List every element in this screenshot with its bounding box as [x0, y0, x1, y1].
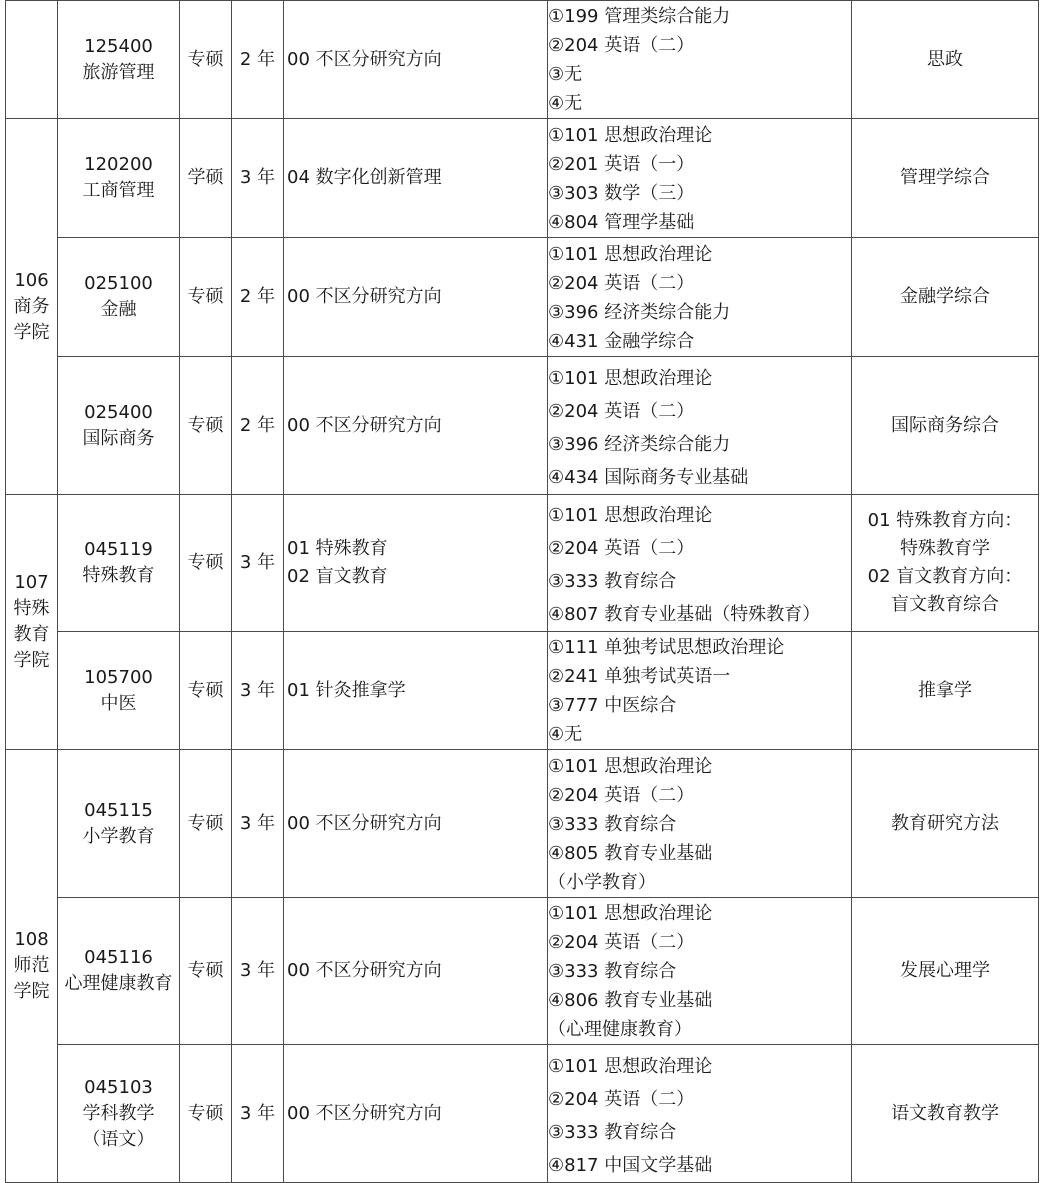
table-row: [6, 750, 1039, 898]
exam-subject: ③303 数学（三）: [548, 183, 695, 204]
degree-type-cell: [180, 357, 232, 495]
degree-type: 专硕: [187, 1102, 224, 1124]
college-name: 108: [14, 929, 49, 950]
college-name: 学院: [13, 321, 50, 343]
retest-subject: 02 盲文教育方向：: [867, 566, 1023, 587]
exam-subject: ②204 英语（二）: [548, 35, 695, 56]
research-direction-cell: [284, 495, 548, 632]
retest-subject: 金融学综合: [900, 286, 990, 307]
table-row: [6, 238, 1039, 357]
degree-type-cell: [180, 495, 232, 632]
retest-subject: 管理学综合: [900, 167, 990, 188]
exam-subject: ③396 经济类综合能力: [548, 434, 731, 455]
study-years: 2 年: [239, 48, 276, 70]
degree-type: 专硕: [187, 960, 224, 981]
exam-subject: ②204 英语（二）: [548, 932, 695, 953]
program-code-name: 105700: [84, 666, 153, 688]
degree-type: 专硕: [187, 48, 224, 70]
degree-type: 专硕: [187, 679, 224, 701]
program-code-name: 心理健康教育: [64, 973, 173, 994]
exam-subject: ②241 单独考试英语一: [548, 666, 731, 687]
program-cell: [58, 495, 180, 632]
retest-subject-cell: [852, 119, 1039, 238]
exam-subject: ④无: [548, 724, 583, 745]
exam-subjects-cell: [548, 357, 852, 495]
degree-type: 专硕: [187, 286, 224, 307]
research-direction-cell: [284, 1045, 548, 1183]
program-code-name: 025400: [84, 401, 153, 423]
program-cell: [58, 898, 180, 1045]
study-years-cell: [232, 238, 284, 357]
program-code-name: 特殊教育: [82, 565, 155, 586]
admissions-table-body: [6, 1, 1039, 1183]
retest-subject: 推拿学: [918, 679, 972, 701]
research-direction: 00 不区分研究方向: [287, 1102, 442, 1124]
research-direction: 00 不区分研究方向: [287, 286, 442, 307]
research-direction-cell: [284, 750, 548, 898]
college-cell: [6, 1, 58, 119]
retest-subject-cell: [852, 1, 1039, 119]
study-years-cell: [232, 357, 284, 495]
retest-subject: 思政: [927, 48, 963, 70]
degree-type-cell: [180, 750, 232, 898]
program-code-name: 中医: [100, 692, 137, 714]
exam-subject: ①101 思想政治理论: [548, 244, 713, 265]
exam-subjects-cell: [548, 898, 852, 1045]
college-name: 学院: [13, 981, 50, 1002]
retest-subject: 发展心理学: [900, 960, 990, 981]
program-code-name: 125400: [84, 35, 153, 57]
retest-subject: 国际商务综合: [891, 414, 999, 436]
exam-subject: ②204 英语（二）: [548, 1089, 695, 1110]
exam-subject: ③396 经济类综合能力: [548, 302, 731, 323]
exam-subject: ④804 管理学基础: [548, 212, 695, 233]
exam-subjects-cell: [548, 750, 852, 898]
program-cell: [58, 119, 180, 238]
exam-subject: ③333 教育综合: [548, 1122, 677, 1143]
retest-subject-cell: [852, 632, 1039, 750]
degree-type-cell: [180, 119, 232, 238]
research-direction: 04 数字化创新管理: [287, 167, 442, 188]
research-direction-cell: [284, 238, 548, 357]
exam-subjects-cell: [548, 1, 852, 119]
study-years: 3 年: [239, 552, 276, 573]
exam-subject: ①101 思想政治理论: [548, 756, 713, 777]
exam-subject: ②204 英语（二）: [548, 538, 695, 559]
research-direction-cell: [284, 357, 548, 495]
study-years: 3 年: [239, 960, 276, 981]
exam-subject: ④806 教育专业基础: [548, 990, 713, 1011]
college-cell: [6, 119, 58, 495]
table-row: [6, 495, 1039, 632]
research-direction: 01 针灸推拿学: [287, 679, 406, 701]
college-name: 107: [14, 572, 49, 593]
program-cell: [58, 238, 180, 357]
exam-subject: ①101 思想政治理论: [548, 368, 713, 389]
study-years-cell: [232, 1, 284, 119]
college-name: 学院: [13, 650, 50, 671]
exam-subject: ④431 金融学综合: [548, 331, 695, 352]
research-direction-cell: [284, 898, 548, 1045]
degree-type: 专硕: [187, 414, 224, 436]
exam-subject: ③777 中医综合: [548, 695, 677, 716]
retest-subject-cell: [852, 1045, 1039, 1183]
retest-subject-cell: [852, 750, 1039, 898]
exam-subjects-cell: [548, 1045, 852, 1183]
study-years: 3 年: [239, 1102, 276, 1124]
research-direction: 02 盲文教育: [287, 566, 388, 587]
college-cell: [6, 495, 58, 750]
study-years-cell: [232, 898, 284, 1045]
admissions-table: [5, 0, 1039, 1183]
research-direction: 00 不区分研究方向: [287, 812, 442, 834]
program-cell: [58, 632, 180, 750]
study-years: 3 年: [239, 167, 276, 188]
table-row: [6, 119, 1039, 238]
degree-type-cell: [180, 238, 232, 357]
table-row: [6, 632, 1039, 750]
exam-subject: ④817 中国文学基础: [548, 1155, 713, 1176]
table-row: [6, 357, 1039, 495]
study-years-cell: [232, 632, 284, 750]
exam-subject: ①101 思想政治理论: [548, 505, 713, 526]
retest-subject: 盲文教育综合: [891, 594, 999, 615]
table-row: [6, 1, 1039, 119]
degree-type: 学硕: [187, 167, 224, 188]
program-cell: [58, 1, 180, 119]
research-direction-cell: [284, 632, 548, 750]
study-years-cell: [232, 1045, 284, 1183]
exam-subject: （小学教育）: [548, 872, 656, 893]
program-cell: [58, 357, 180, 495]
study-years: 3 年: [239, 679, 276, 701]
program-code-name: 045116: [84, 947, 153, 968]
exam-subject: ④434 国际商务专业基础: [548, 467, 749, 488]
exam-subject: ③333 教育综合: [548, 571, 677, 592]
exam-subject: ①111 单独考试思想政治理论: [548, 637, 785, 658]
degree-type-cell: [180, 632, 232, 750]
program-code-name: 025100: [84, 273, 153, 294]
college-name: 106: [14, 269, 49, 291]
program-code-name: 工商管理: [82, 180, 155, 201]
exam-subject: ②204 英语（二）: [548, 273, 695, 294]
exam-subject: ④805 教育专业基础: [548, 843, 713, 864]
exam-subject: ③333 教育综合: [548, 961, 677, 982]
exam-subjects-cell: [548, 632, 852, 750]
retest-subject: 教育研究方法: [891, 812, 999, 834]
degree-type: 专硕: [187, 812, 224, 834]
research-direction-cell: [284, 119, 548, 238]
retest-subject-cell: [852, 238, 1039, 357]
study-years: 3 年: [239, 812, 276, 834]
exam-subject: ③333 教育综合: [548, 814, 677, 835]
program-code-name: 045103: [84, 1076, 153, 1098]
program-code-name: 120200: [84, 154, 153, 175]
degree-type-cell: [180, 898, 232, 1045]
retest-subject: 特殊教育学: [900, 538, 990, 559]
degree-type-cell: [180, 1045, 232, 1183]
table-row: [6, 898, 1039, 1045]
exam-subject: ①101 思想政治理论: [548, 903, 713, 924]
degree-type-cell: [180, 1, 232, 119]
exam-subjects-cell: [548, 495, 852, 632]
program-cell: [58, 1045, 180, 1183]
exam-subject: ①101 思想政治理论: [548, 125, 713, 146]
research-direction-cell: [284, 1, 548, 119]
retest-subject: 01 特殊教育方向：: [867, 510, 1023, 531]
college-name: 师范: [13, 955, 50, 976]
program-code-name: 小学教育: [82, 825, 155, 847]
degree-type: 专硕: [187, 552, 224, 573]
exam-subject: ②204 英语（二）: [548, 401, 695, 422]
admissions-table-wrapper: [5, 0, 1039, 1183]
program-code-name: 045115: [84, 799, 153, 821]
exam-subject: ④807 教育专业基础（特殊教育）: [548, 604, 821, 625]
study-years: 2 年: [239, 414, 276, 436]
program-cell: [58, 750, 180, 898]
exam-subject: （心理健康教育）: [548, 1019, 692, 1040]
college-name: 教育: [13, 624, 50, 645]
research-direction: 00 不区分研究方向: [287, 960, 442, 981]
retest-subject-cell: [852, 357, 1039, 495]
exam-subject: ②204 英语（二）: [548, 785, 695, 806]
retest-subject-cell: [852, 898, 1039, 1045]
research-direction: 00 不区分研究方向: [287, 48, 442, 70]
program-code-name: 学科教学: [82, 1102, 155, 1124]
exam-subject: ③无: [548, 64, 583, 85]
program-code-name: 国际商务: [82, 427, 155, 449]
research-direction: 01 特殊教育: [287, 538, 388, 559]
retest-subject-cell: [852, 495, 1039, 632]
program-code-name: 045119: [84, 539, 153, 560]
college-name: 特殊: [13, 598, 50, 619]
exam-subject: ②201 英语（一）: [548, 154, 695, 175]
exam-subjects-cell: [548, 119, 852, 238]
study-years: 2 年: [239, 286, 276, 307]
exam-subjects-cell: [548, 238, 852, 357]
program-code-name: 金融: [100, 299, 137, 320]
study-years-cell: [232, 750, 284, 898]
college-cell: [6, 750, 58, 1183]
exam-subject: ①199 管理类综合能力: [548, 6, 731, 27]
exam-subject: ④无: [548, 93, 583, 114]
college-name: 商务: [13, 295, 50, 317]
program-code-name: 旅游管理: [82, 61, 155, 83]
program-code-name: （语文）: [82, 1128, 155, 1150]
study-years-cell: [232, 119, 284, 238]
retest-subject: 语文教育教学: [891, 1102, 999, 1124]
study-years-cell: [232, 495, 284, 632]
table-row: [6, 1045, 1039, 1183]
exam-subject: ①101 思想政治理论: [548, 1056, 713, 1077]
research-direction: 00 不区分研究方向: [287, 414, 442, 436]
